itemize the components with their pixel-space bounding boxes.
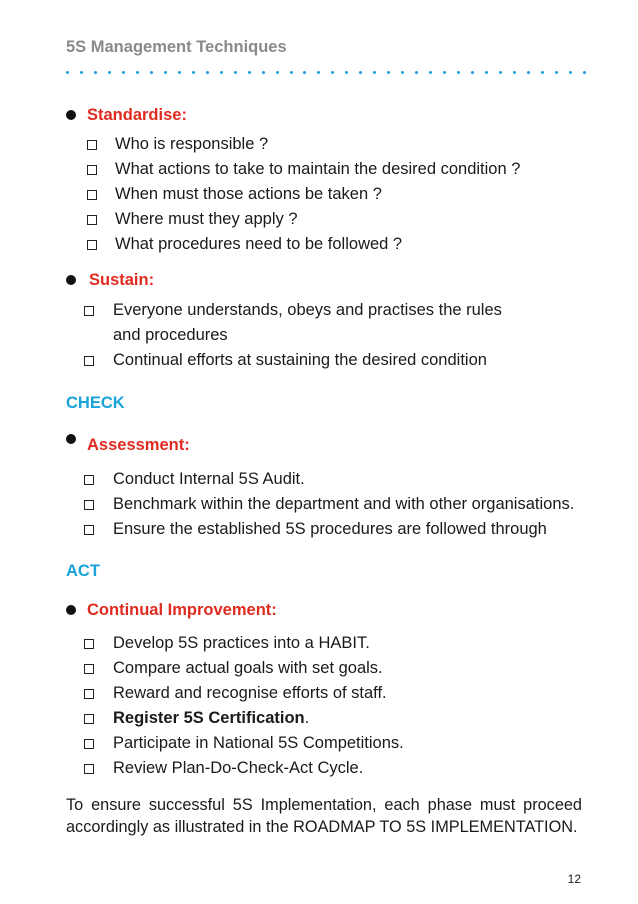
list-item: Who is responsible ? — [115, 135, 269, 153]
divider-dot — [248, 71, 251, 74]
divider-dot — [234, 71, 237, 74]
divider-dot — [359, 71, 362, 74]
checkbox-icon — [84, 764, 94, 774]
dotted-divider — [66, 68, 586, 76]
divider-dot — [387, 71, 390, 74]
list-item: Benchmark within the department and with other organisations. — [113, 495, 575, 513]
list-item: When must those actions be taken ? — [115, 185, 382, 203]
list-item: Continual efforts at sustaining the desired condition — [113, 351, 487, 369]
list-item: Ensure the established 5S procedures are followed through — [113, 520, 547, 538]
checkbox-icon — [84, 306, 94, 316]
checkbox-icon — [87, 140, 97, 150]
section-heading-assessment: Assessment: — [87, 436, 190, 454]
list-item: Reward and recognise efforts of staff. — [113, 684, 387, 702]
checkbox-icon — [84, 639, 94, 649]
checkbox-icon — [84, 689, 94, 699]
checkbox-icon — [84, 475, 94, 485]
divider-dot — [178, 71, 181, 74]
list-item-bold-text: Register 5S Certification — [113, 709, 305, 727]
list-item: Participate in National 5S Competitions. — [113, 734, 404, 752]
bullet-icon — [66, 275, 76, 285]
divider-dot — [192, 71, 195, 74]
list-item: What procedures need to be followed ? — [115, 235, 403, 253]
divider-dot — [583, 71, 586, 74]
list-item: Develop 5S practices into a HABIT. — [113, 634, 370, 652]
divider-dot — [555, 71, 558, 74]
checkbox-icon — [84, 356, 94, 366]
divider-dot — [303, 71, 306, 74]
divider-dot — [429, 71, 432, 74]
list-item: Everyone understands, obeys and practises the rules — [113, 301, 502, 319]
page-number: 12 — [567, 872, 581, 886]
divider-dot — [122, 71, 125, 74]
checkbox-icon — [84, 500, 94, 510]
list-item-period: . — [304, 709, 310, 727]
divider-dot — [220, 71, 223, 74]
divider-dot — [80, 71, 83, 74]
bullet-icon — [66, 605, 76, 615]
divider-dot — [569, 71, 572, 74]
divider-dot — [443, 71, 446, 74]
divider-dot — [262, 71, 265, 74]
divider-dot — [415, 71, 418, 74]
list-item: What actions to take to maintain the desired condition ? — [115, 160, 521, 178]
closing-paragraph: To ensure successful 5S Implementation, each phase must proceed accordingly as illustrated in the ROADMAP TO 5S IMPLEMENTATION. — [66, 796, 582, 836]
checkbox-icon — [84, 525, 94, 535]
checkbox-icon — [84, 714, 94, 724]
divider-dot — [164, 71, 167, 74]
phase-label-act: ACT — [66, 562, 100, 580]
list-item: Conduct Internal 5S Audit. — [113, 470, 305, 488]
checkbox-icon — [84, 739, 94, 749]
divider-dot — [108, 71, 111, 74]
checkbox-icon — [84, 664, 94, 674]
divider-dot — [150, 71, 153, 74]
divider-dot — [317, 71, 320, 74]
divider-dot — [471, 71, 474, 74]
section-heading-continual-improvement: Continual Improvement: — [87, 601, 277, 619]
checkbox-icon — [87, 190, 97, 200]
divider-dot — [527, 71, 530, 74]
list-item: Review Plan-Do-Check-Act Cycle. — [113, 759, 364, 777]
list-item — [113, 709, 309, 728]
page-header-title: 5S Management Techniques — [66, 38, 287, 56]
divider-dot — [541, 71, 544, 74]
divider-dot — [401, 71, 404, 74]
section-heading-sustain: Sustain: — [89, 271, 155, 289]
divider-dot — [290, 71, 293, 74]
divider-dot — [485, 71, 488, 74]
list-item-continuation: and procedures — [113, 326, 228, 344]
divider-dot — [94, 71, 97, 74]
divider-dot — [457, 71, 460, 74]
checkbox-icon — [87, 165, 97, 175]
divider-dot — [331, 71, 334, 74]
divider-dot — [499, 71, 502, 74]
section-heading-standardise: Standardise: — [87, 106, 187, 124]
divider-dot — [373, 71, 376, 74]
divider-dot — [66, 71, 69, 74]
bullet-icon — [66, 434, 76, 444]
divider-dot — [206, 71, 209, 74]
bullet-icon — [66, 110, 76, 120]
divider-dot — [513, 71, 516, 74]
divider-dot — [345, 71, 348, 74]
list-item: Compare actual goals with set goals. — [113, 659, 383, 677]
list-item: Where must they apply ? — [115, 210, 298, 228]
checkbox-icon — [87, 240, 97, 250]
divider-dot — [136, 71, 139, 74]
divider-dot — [276, 71, 279, 74]
phase-label-check: CHECK — [66, 394, 125, 412]
checkbox-icon — [87, 215, 97, 225]
